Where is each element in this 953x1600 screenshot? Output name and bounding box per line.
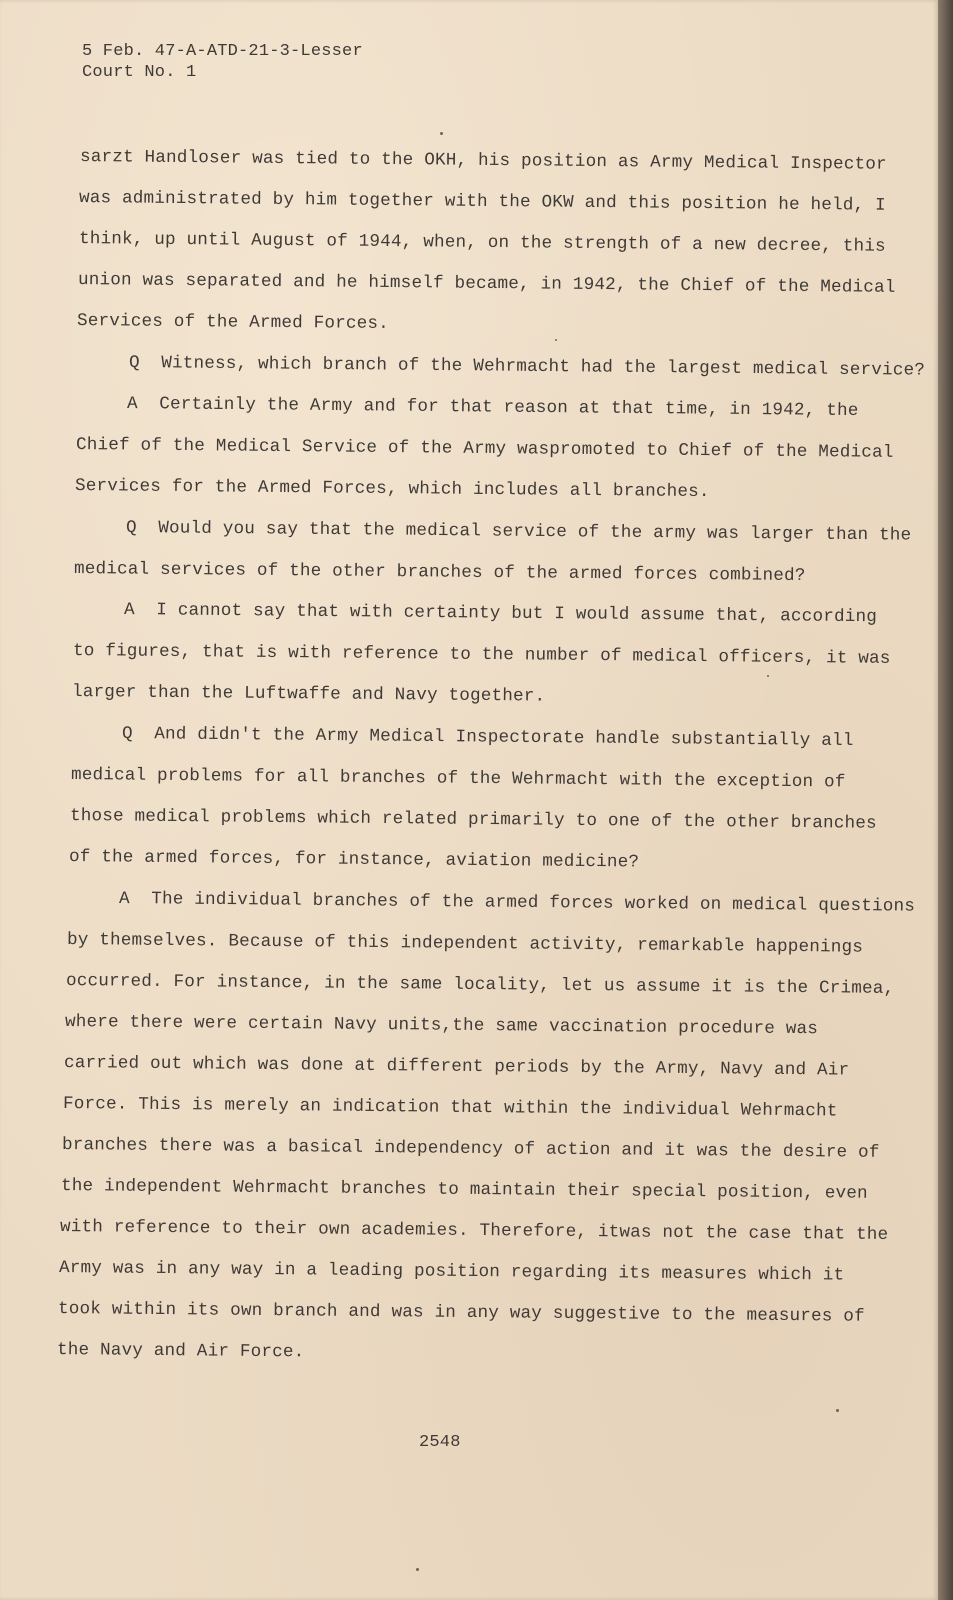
text-line-4: union was separated and he himself became, in 1942, the Chief of the Medical bbox=[77, 270, 896, 298]
answer-line-7: A The individual branches of the armed forces worked on medical questions bbox=[118, 889, 916, 917]
answer-line-8: by themselves. Because of this independent activity, remarkable happenings bbox=[66, 930, 864, 958]
question-line-7: of the armed forces, for instance, aviation medicine? bbox=[68, 847, 640, 873]
text-line-2: was administrated by him together with the OKW and this position he held, I bbox=[78, 188, 886, 216]
question-line-1: Q Witness, which branch of the Wehrmacht had the largest medical service? bbox=[128, 353, 926, 381]
question-line-2: Q Would you say that the medical service of the army was larger than the bbox=[125, 518, 912, 546]
text-line-1: sarzt Handloser was tied to the OKH, his position as Army Medical Inspector bbox=[79, 147, 887, 175]
answer-line-11: carried out which was done at different periods by the Army, Navy and Air bbox=[63, 1053, 850, 1081]
answer-line-9: occurred. For instance, in the same locality, let us assume it is the Crimea, bbox=[65, 971, 895, 999]
paper-speck bbox=[836, 1409, 839, 1412]
document-reference: 5 Feb. 47-A-ATD-21-3-Lesser bbox=[82, 42, 363, 61]
answer-line-16: Army was in any way in a leading position regarding its measures which it bbox=[58, 1258, 845, 1286]
question-line-3: medical services of the other branches of the armed forces combined? bbox=[73, 559, 806, 587]
answer-line-10: where there were certain Navy units,the same vaccination procedure was bbox=[64, 1012, 819, 1040]
answer-line-6: larger than the Luftwaffe and Navy together. bbox=[71, 682, 546, 707]
paper-speck bbox=[555, 339, 557, 341]
question-line-6: those medical problems which related primarily to one of the other branches bbox=[69, 806, 877, 834]
text-line-3: think, up until August of 1944, when, on the strength of a new decree, this bbox=[78, 229, 886, 257]
paper-speck bbox=[767, 675, 769, 677]
answer-line-4: A I cannot say that with certainty but I would assume that, according bbox=[123, 600, 878, 628]
answer-line-3: Services for the Armed Forces, which includes all branches. bbox=[74, 476, 710, 503]
answer-line-12: Force. This is merely an indication that within the individual Wehrmacht bbox=[62, 1094, 838, 1122]
text-line-5: Services of the Armed Forces. bbox=[76, 311, 390, 334]
question-line-5: medical problems for all branches of the Wehrmacht with the exception of bbox=[70, 765, 846, 793]
page-number: 2548 bbox=[419, 1433, 461, 1452]
answer-line-17: took within its own branch and was in any way suggestive to the measures of bbox=[57, 1299, 865, 1327]
answer-line-14: the independent Wehrmacht branches to maintain their special position, even bbox=[60, 1176, 868, 1204]
question-line-4: Q And didn't the Army Medical Inspectorate handle substantially all bbox=[121, 724, 854, 752]
answer-line-5: to figures, that is with reference to the number of medical officers, it was bbox=[72, 641, 891, 669]
answer-line-1: A Certainly the Army and for that reason at that time, in 1942, the bbox=[126, 394, 859, 422]
paper-speck bbox=[440, 132, 443, 135]
answer-line-15: with reference to their own academies. Therefore, itwas not the case that the bbox=[59, 1217, 889, 1245]
answer-line-2: Chief of the Medical Service of the Army waspromoted to Chief of the Medical bbox=[75, 435, 894, 463]
paper-speck bbox=[416, 1568, 419, 1571]
answer-line-18: the Navy and Air Force. bbox=[56, 1340, 305, 1363]
page-edge bbox=[938, 0, 953, 1600]
answer-line-13: branches there was a basical independency of action and it was the desire of bbox=[61, 1135, 880, 1163]
court-number: Court No. 1 bbox=[82, 63, 197, 82]
